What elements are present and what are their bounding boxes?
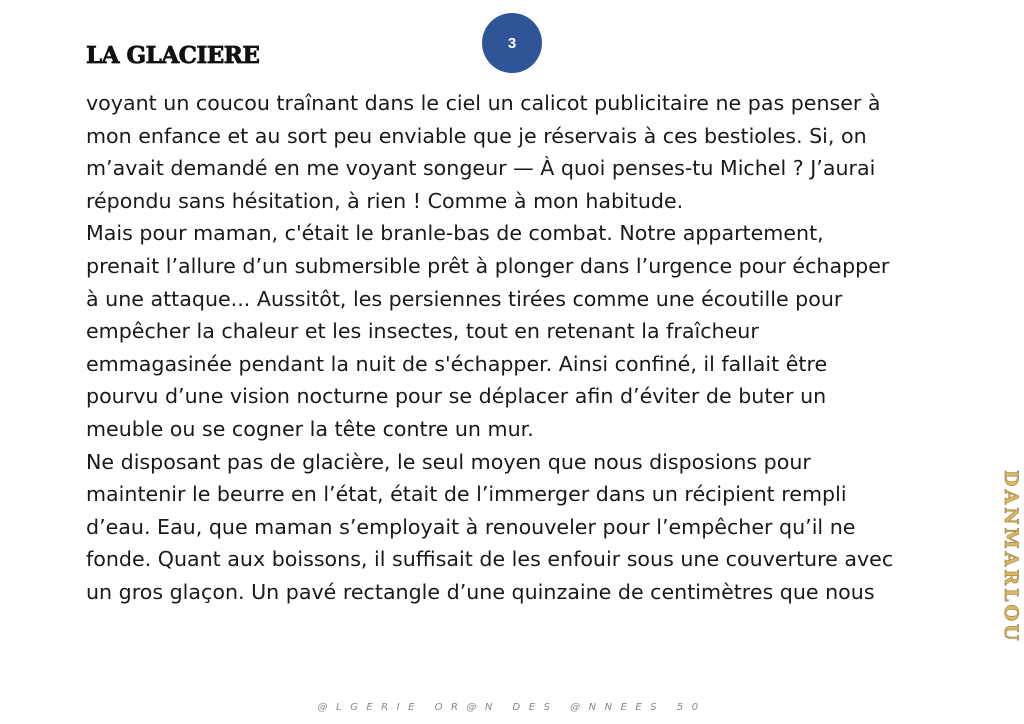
text-line: mon enfance et au sort peu enviable que je réservais à ces bestioles. Si, on (86, 123, 867, 148)
text-line: à une attaque... Aussitôt, les persiennes tirées comme une écoutille pour (86, 286, 843, 311)
text-line: d’eau. Eau, que maman s’employait à renouveler pour l’empêcher qu’il ne (86, 514, 856, 539)
text-line: m’avait demandé en me voyant songeur — À quoi penses-tu Michel ? J’aurai (86, 156, 876, 181)
text-line: pourvu d’une vision nocturne pour se déplacer afin d’éviter de buter un (86, 384, 827, 409)
body-text (86, 87, 966, 609)
page-footer: @LGERIE OR@N DES @NNEES 50 (317, 702, 707, 713)
text-line: empêcher la chaleur et les insectes, tout en retenant la fraîcheur (86, 319, 759, 344)
text-line: prenait l’allure d’un submersible prêt à plonger dans l’urgence pour échapper (86, 253, 890, 278)
author-name: DANMARLOU (1000, 470, 1022, 644)
text-line: fonde. Quant aux boissons, il suffisait de les enfouir sous une couverture avec (86, 547, 894, 572)
text-line: répondu sans hésitation, à rien ! Comme à mon habitude. (86, 188, 684, 213)
text-line: Mais pour maman, c'était le branle-bas de combat. Notre appartement, (86, 221, 824, 246)
text-line: maintenir le beurre en l’état, était de l’immerger dans un récipient rempli (86, 482, 847, 507)
text-line: Ne disposant pas de glacière, le seul moyen que nous disposions pour (86, 449, 811, 474)
text-line: voyant un coucou traînant dans le ciel un calicot publicitaire ne pas penser à (86, 91, 881, 115)
text-line: meuble ou se cogner la tête contre un mur. (86, 416, 534, 441)
chapter-title: LA GLACIERE (86, 42, 260, 69)
text-line: un gros glaçon. Un pavé rectangle d’une quinzaine de centimètres que nous (86, 579, 875, 604)
text-line: emmagasinée pendant la nuit de s'échapper. Ainsi confiné, il fallait être (86, 351, 828, 376)
page-number-badge: 3 (482, 13, 542, 73)
author-vertical-label (994, 470, 1024, 690)
